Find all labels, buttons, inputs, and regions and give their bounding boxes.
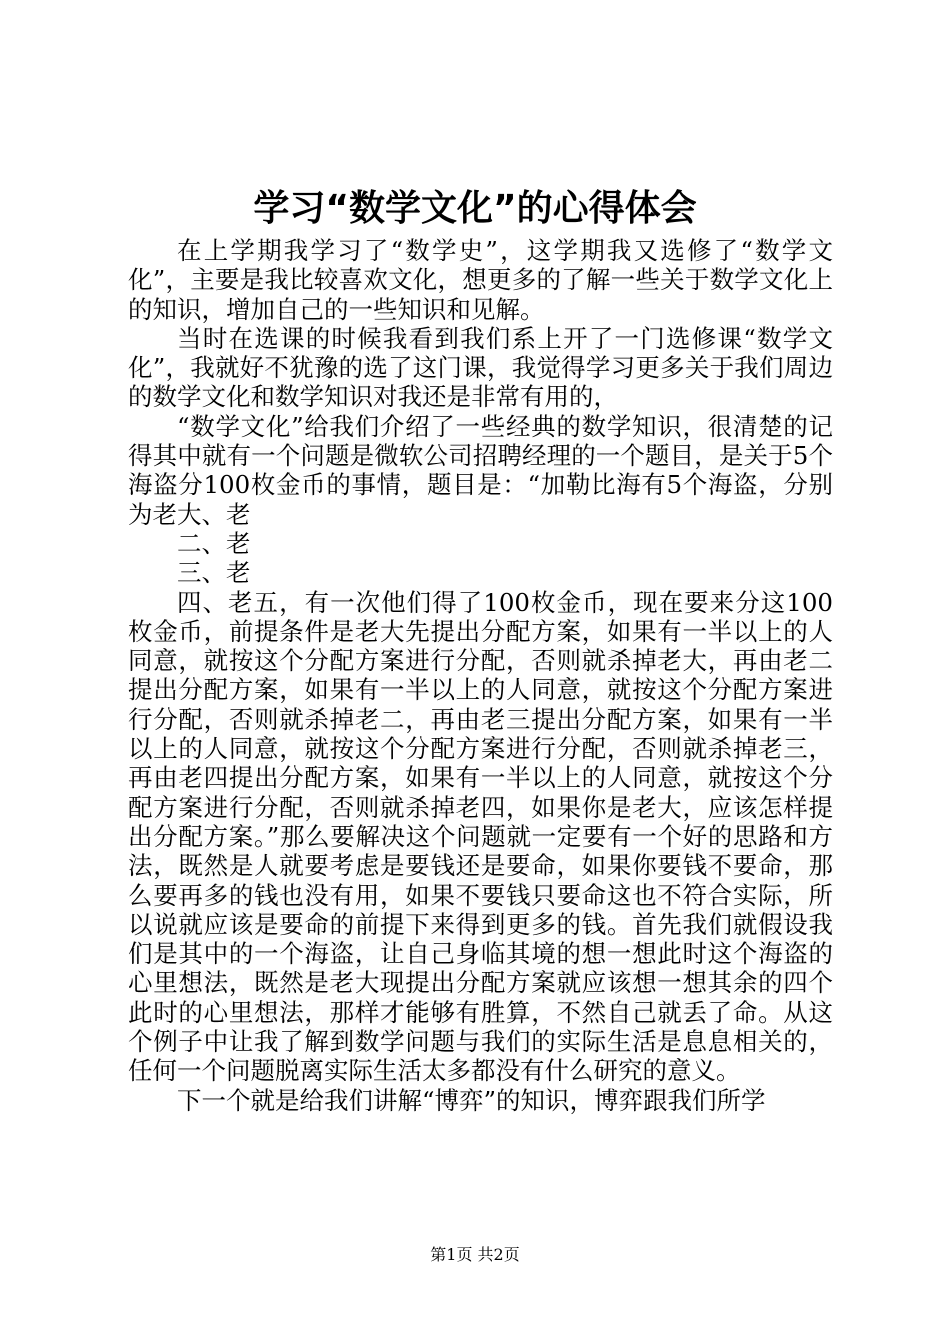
document-title: 学习“数学文化”的心得体会 — [253, 188, 697, 229]
paragraph: 四、老五，有一次他们得了100枚金币，现在要来分这100枚金币，前提条件是老大先提出分配方案，如果有一半以上的人同意，就按这个分配方案进行分配，否则就杀掉老大，再由老二提出分配方案，如果有一半以上的人同意，就按这个分配方案进行分配，否则就杀掉老二，再由老三提出分配方案，如果有一半以上的人同意，就按这个分配方案进行分配，否则就杀掉老三，再由老四提出分配方案，如果有一半以上的人同意，就按这个分配方案进行分配，否则就杀掉老四，如果你是老大，应该怎样提出分配方案。”那么要解决这个问题就一定要有一个好的思路和方法，既然是人就要考虑是要钱还是要命，如果你要钱不要命，那么要再多的钱也没有用，如果不要钱只要命这也不符合实际，所以说就应该是要命的前提下来得到更多的钱。首先我们就假设我们是其中的一个海盗，让自己身临其境的想一想此时这个海盗的心里想法，既然是老大现提出分配方案就应该想一想其余的四个此时的心里想法，那样才能够有胜算，不然自己就丢了命。从这个例子中让我了解到数学问题与我们的实际生活是息息相关的，任何一个问题脱离实际生活太多都没有什么研究的意义。 — [128, 587, 833, 1086]
paragraph: 下一个就是给我们讲解“博弈”的知识，博弈跟我们所学 — [177, 1085, 766, 1115]
paragraph: 在上学期我学习了“数学史”，这学期我又选修了“数学文化”，主要是我比较喜欢文化，想更多的了解一些关于数学文化上的知识，增加自己的一些知识和见解。 — [128, 236, 833, 324]
paragraph: 二、老 — [177, 528, 251, 558]
paragraph: “数学文化”给我们介绍了一些经典的数学知识，很清楚的记得其中就有一个问题是微软公司招聘经理的一个题目，是关于5个海盗分100枚金币的事情，题目是：“加勒比海有5个海盗，分别为老大、老 — [128, 411, 833, 529]
paragraph: 三、老 — [177, 558, 251, 588]
paragraph: 当时在选课的时候我看到我们系上开了一门选修课“数学文化”，我就好不犹豫的选了这门课，我觉得学习更多关于我们周边的数学文化和数学知识对我还是非常有用的， — [128, 323, 833, 412]
page-footer: 第1页 共2页 — [430, 1245, 520, 1264]
document-body — [128, 236, 833, 1115]
